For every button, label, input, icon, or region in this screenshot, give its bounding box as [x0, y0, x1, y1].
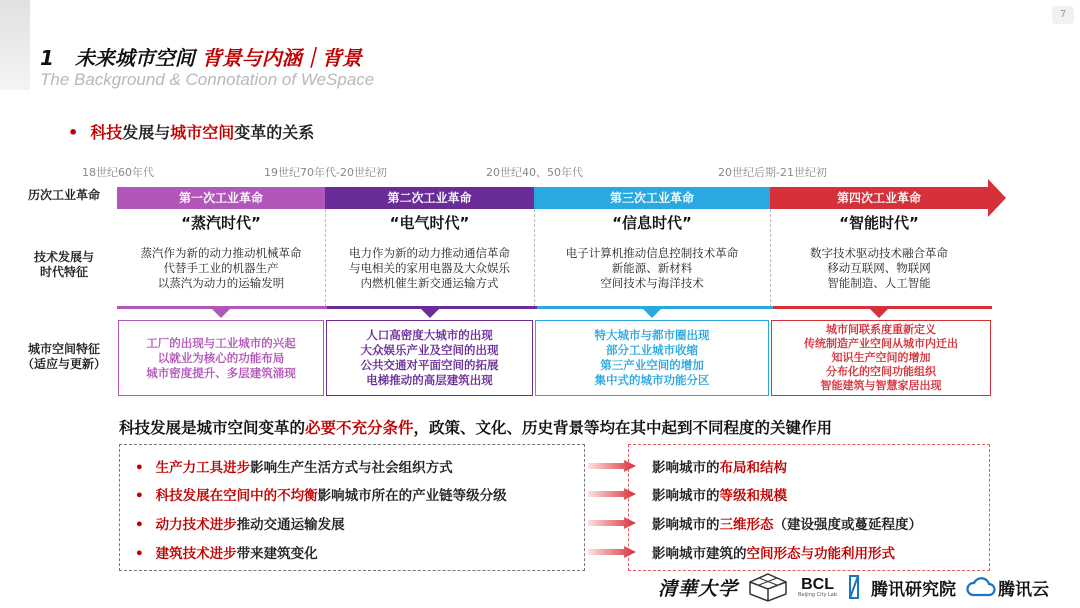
tech-line: 蒸汽作为新的动力推动机械革命 — [140, 246, 302, 260]
title-highlight: 背景与内涵｜背景 — [201, 46, 362, 70]
tech-line: 新能源、新材料 — [611, 261, 693, 275]
space-line: 知识生产空间的增加 — [831, 351, 931, 364]
page-title — [40, 42, 362, 71]
bcl-logo-text: BCL — [801, 575, 834, 593]
factor-cause: 生产力工具进步 — [155, 460, 251, 476]
statement-part: 科技发展是城市空间变革的 — [119, 419, 306, 437]
impact-item — [652, 542, 895, 562]
right-arrow-icon — [588, 546, 636, 558]
column-divider — [534, 209, 535, 307]
tech-features-3 — [534, 246, 770, 291]
down-arrow-icon — [421, 309, 439, 318]
era-name: “蒸汽时代” — [181, 214, 261, 232]
title-main: 未来城市空间 — [74, 46, 195, 70]
factor-item: • 科技发展在空间中的不均衡影响城市所在的产业链等级分级 — [135, 488, 507, 504]
row-label-line: 时代特征 — [39, 265, 88, 279]
impact-highlight: 布局和结构 — [719, 460, 787, 476]
impact-highlight: 三维形态 — [719, 517, 774, 533]
title-number: 1 — [40, 46, 54, 70]
tech-line: 移动互联网、物联网 — [827, 261, 931, 275]
impact-item — [652, 513, 922, 533]
column-divider — [770, 209, 771, 307]
right-arrow-icon — [588, 517, 636, 529]
era-name: “智能时代” — [839, 214, 919, 232]
revolution-band-3: 第三次工业革命 — [534, 187, 770, 209]
space-line: 分布化的空间功能组织 — [826, 365, 936, 378]
section-heading — [68, 120, 314, 143]
bcl-logo — [798, 577, 837, 598]
section-bullet: • — [68, 123, 79, 142]
revolution-band-1: 第一次工业革命 — [117, 187, 325, 209]
right-arrow-icon — [588, 488, 636, 500]
era-label: 20世纪后期-21世纪初 — [718, 166, 827, 179]
row-label-line: 城市空间特征 — [27, 342, 100, 356]
space-line: 电梯推动的高层建筑出现 — [366, 373, 493, 387]
space-line: 部分工业城市收缩 — [606, 343, 698, 357]
impact-highlight: 空间形态与功能利用形式 — [746, 546, 895, 562]
statement-part: ，政策、文化、历史背景等均在其中起到不同程度的关键作用 — [413, 419, 833, 437]
space-line: 传统制造产业空间从城市内迁出 — [804, 337, 958, 350]
column-divider — [325, 209, 326, 307]
tsinghua-logo: 清華大学 — [658, 577, 739, 600]
row-label-line: 技术发展与 — [33, 250, 94, 264]
section-part: 变革的关系 — [234, 123, 315, 142]
tech-line: 智能制造、人工智能 — [827, 276, 931, 290]
city-space-box-3 — [535, 320, 769, 396]
timeline-baseline — [117, 306, 992, 309]
impact-highlight: 等级和规模 — [719, 488, 787, 504]
tencent-research-logo: 腾讯研究院 — [871, 579, 957, 600]
logo-bar — [658, 571, 1049, 603]
city-space-box-2 — [326, 320, 533, 396]
page-number: 7 — [1052, 6, 1074, 24]
section-part: 城市空间 — [170, 123, 235, 142]
section-part: 科技 — [90, 123, 123, 142]
factor-cause: 动力技术进步 — [155, 517, 237, 533]
impact-item — [652, 456, 787, 476]
space-line: 集中式的城市功能分区 — [594, 373, 710, 387]
space-line: 第三产业空间的增加 — [600, 358, 704, 372]
space-line: 大众娱乐产业及空间的出现 — [360, 343, 499, 357]
tech-line: 内燃机催生新交通运输方式 — [360, 276, 499, 290]
down-arrow-icon — [643, 309, 661, 318]
tech-features-4 — [770, 246, 988, 291]
factor-effect: 带来建筑变化 — [236, 546, 318, 562]
impact-part: 影响城市的 — [652, 488, 720, 504]
tech-line: 数字技术驱动技术融合革命 — [810, 246, 948, 260]
section-part: 发展与 — [122, 123, 171, 142]
factor-effect: 影响生产生活方式与社会组织方式 — [250, 460, 453, 476]
era-name: “信息时代” — [612, 214, 692, 232]
row-label-tech — [20, 250, 108, 280]
revolution-band-4: 第四次工业革命 — [770, 187, 988, 209]
bcl-logo-subtext: Beijing City Lab — [798, 591, 838, 598]
tech-line: 代替手工业的机器生产 — [163, 261, 279, 275]
down-arrow-icon — [212, 309, 230, 318]
tech-line: 以蒸汽为动力的运输发明 — [157, 276, 285, 290]
era-label: 20世纪40、50年代 — [486, 166, 583, 179]
space-line: 公共交通对平面空间的拓展 — [360, 358, 499, 372]
revolution-band-2: 第二次工业革命 — [325, 187, 534, 209]
city-space-box-1 — [118, 320, 324, 396]
factor-cause: 建筑技术进步 — [155, 546, 237, 562]
space-line: 城市密度提升、多层建筑涌现 — [146, 365, 296, 380]
factor-effect: 推动交通运输发展 — [236, 517, 345, 533]
factor-item: • 生产力工具进步影响生产生活方式与社会组织方式 — [135, 460, 453, 476]
row-label-revolution: 历次工业革命 — [27, 188, 100, 202]
right-arrow-icon — [588, 460, 636, 472]
space-line: 城市间联系度重新定义 — [826, 323, 936, 336]
tech-line: 与电相关的家用电器及大众娱乐 — [349, 261, 510, 275]
tencent-research-icon — [847, 574, 861, 600]
impact-item — [652, 484, 787, 504]
era-label: 18世纪60年代 — [82, 166, 154, 179]
down-arrow-icon — [870, 309, 888, 318]
tech-line: 电子计算机推动信息控制技术革命 — [565, 246, 739, 260]
space-line: 以就业为核心的功能布局 — [157, 350, 285, 365]
factor-cause: 科技发展在空间中的不均衡 — [155, 488, 318, 504]
tech-features-2 — [325, 246, 534, 291]
tech-line: 电力作为新的动力推动通信革命 — [349, 246, 510, 260]
impact-part: （建设强度或蔓延程度） — [773, 517, 922, 533]
row-label-line: （适应与更新） — [21, 357, 106, 371]
page-subtitle: The Background & Connotation of WeSpace — [40, 70, 375, 89]
statement-highlight: 必要不充分条件 — [305, 419, 414, 437]
impact-part: 影响城市建筑的 — [652, 546, 747, 562]
corner-decoration — [0, 0, 30, 90]
key-statement — [119, 416, 832, 438]
era-label: 19世纪70年代-20世纪初 — [264, 166, 387, 179]
tencent-cloud-logo: 腾讯云 — [998, 579, 1050, 600]
impact-part: 影响城市的 — [652, 460, 720, 476]
factor-item: • 建筑技术进步带来建筑变化 — [135, 546, 318, 562]
space-line: 工厂的出现与工业城市的兴起 — [146, 335, 296, 350]
tech-line: 空间技术与海洋技术 — [600, 276, 704, 290]
factor-item: • 动力技术进步推动交通运输发展 — [135, 517, 345, 533]
space-line: 智能建筑与智慧家居出现 — [820, 379, 942, 392]
row-label-space — [14, 342, 114, 372]
era-name: “电气时代” — [389, 214, 470, 232]
cube-logo-icon — [748, 572, 788, 602]
city-space-box-4 — [771, 320, 991, 396]
timeline-arrowhead — [988, 179, 1006, 217]
tech-features-1 — [117, 246, 325, 291]
space-line: 人口高密度大城市的出现 — [366, 328, 493, 342]
factor-effect: 影响城市所在的产业链等级分级 — [317, 488, 507, 504]
tencent-cloud-icon — [966, 577, 996, 597]
space-line: 特大城市与都市圈出现 — [594, 328, 710, 342]
impact-part: 影响城市的 — [652, 517, 720, 533]
